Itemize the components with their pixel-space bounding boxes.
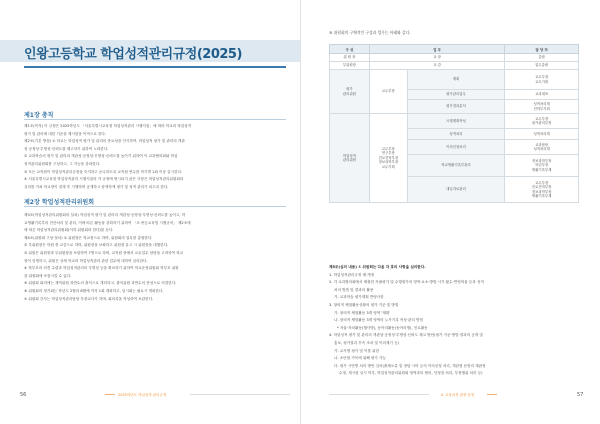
- cell-line: 진로진학부장: [378, 155, 399, 160]
- text-line: 4. 학업성적 평가 및 관리의 객관성·공정성·투명성·신뢰도 제고 방안(평가 기준·방법·결과의 공개 및: [329, 333, 483, 338]
- group-dept-cell: [369, 114, 407, 203]
- text-line: 제1조(목적) 이 규정은 2025학년도 「서울특별시교육청 학업성적관리 시행지침」에 따라 학교의 학업성적: [24, 124, 192, 128]
- table-row: [330, 70, 579, 90]
- table-row: [330, 54, 579, 62]
- footer-title-right: Ⅱ. 교육과정 편성·운영: [441, 393, 475, 397]
- text-line: ② 교과학습의 평가 및 관리의 객관성·공정성·투명성·신뢰도를 높이기 위하여 이 교과협의회와 학업: [24, 154, 178, 159]
- section2-heading: 제2장 학업성적관리위원회: [24, 199, 95, 206]
- group-name-cell: [330, 114, 370, 203]
- cell-line: 관리위원: [342, 158, 356, 162]
- text-line: 성·공정성·투명성·신뢰도를 제고하기 위하여 노력한다.: [24, 146, 109, 151]
- section1-rule: [24, 119, 286, 120]
- text-line: 에 따른 학업성적관리위원회(이하 위원회라 한다)를 둔다.: [24, 228, 114, 233]
- text-line: 성적관리위원회를 구성하고, 그 기능을 강화한다.: [24, 161, 101, 166]
- cell-line: 학업성적: [342, 153, 356, 158]
- cell-line: 진로진학부장: [531, 185, 552, 190]
- person-cell: [505, 177, 579, 203]
- text-line: 제4조(위원회 구성·절차) ① 위원장은 학교장으로 하며, 위원회의 업무를 총괄한다.: [24, 235, 153, 240]
- text-line: 장이 임명하고, 위원은 상세 학교의 학업성적관리 관련 업무에 대하여 심의한다.: [24, 258, 148, 263]
- header-cell: 담 당 자: [505, 45, 579, 54]
- text-line: 홍보, 평가결과 후속 조치 및 이의제기 등): [334, 340, 399, 345]
- cell-line: 성적처리계: [533, 102, 550, 107]
- table-cell: 총괄: [505, 54, 579, 62]
- group-dept-cell: 교무부장: [369, 70, 407, 114]
- footer-rule: [329, 394, 429, 395]
- section1-body: [24, 123, 286, 191]
- task-cell: 평가관리업무: [407, 90, 505, 100]
- person-cell: 교과대표: [505, 90, 579, 100]
- task-cell: 성적처리: [407, 129, 505, 140]
- text-line: 심의를 거쳐 학교장이 결재 후 시행하며 공개하고 탐색하게 평가 및 성적 관리가 되도록 한다.: [24, 184, 169, 189]
- cell-line: 정보과학부장: [531, 158, 552, 163]
- footer-accent-rule: [105, 394, 115, 395]
- footer-title-left: 2025학년도 학업성적 관리규정: [118, 393, 167, 397]
- text-line: 가. 교사별 평가 및 이를 위한: [334, 348, 380, 353]
- title-underline: [24, 66, 286, 68]
- text-line: 1. 학업성적관리규정 제·개정: [329, 272, 375, 277]
- document-title-block: [0, 40, 300, 98]
- person-cell: 성적처리계: [505, 129, 579, 140]
- text-line: ③ 위원은 위원장과 부위원장을 포함하여 7명으로 하며, 교직원 중에서 교무업무 담당을 고려하여 학교: [24, 250, 184, 255]
- group-name-cell: [330, 70, 370, 114]
- text-line: * 자율·자치활동(행사명), 동아리활동(동아리명), 진로활동: [337, 325, 428, 330]
- text-line: 처리 방법 및 결과의 활용: [334, 287, 374, 292]
- task-cell: 대입자료관리: [407, 177, 505, 203]
- text-line: 나. 소단원 가독에 위해 평가 가능: [334, 356, 386, 361]
- header-cell: 업 무: [369, 45, 504, 54]
- task-cell: 이의신청처리: [407, 140, 505, 155]
- text-line: ⑤ 위원회 회의에는 재적위원 과반수의 출석으로 개의하고, 출석위원 과반수의 찬성으로 의결한다.: [24, 281, 177, 286]
- table-cell: 부위원장: [330, 62, 370, 70]
- page-number-right: 57: [577, 392, 584, 398]
- section2-body: [24, 212, 286, 303]
- right-page: [300, 0, 600, 424]
- table-header-row: [330, 45, 579, 54]
- text-line: 제2조(기본 방침) ① 학교는 학업성적 평가 및 관리의 중요성을 인식하여, 학업성적 평가 및 관리의 객관: [24, 139, 185, 144]
- cell-line: 관리위원: [342, 91, 356, 96]
- cell-line: 교무부장: [381, 146, 395, 151]
- text-line: 나. 창의적 체험활동 3개 영역의 누가기록 작성·관리 방법: [334, 318, 423, 323]
- document-title: 인왕고등학교 학업성적관리규정(2025): [24, 47, 242, 62]
- cell-line: 정보과학부장: [531, 189, 552, 194]
- table-intro: ⑧ 위원회의 구체적인 구성과 업무는 아래와 같다.: [329, 30, 411, 35]
- text-line: 2. 각 교과협의회에서 제출한 지필평가 및 수행평가의 영역·요소·방법·시기·횟수·반영비율 등과 성적: [329, 280, 484, 285]
- text-line: ② 부위원장은 학원 중 교감으로 하며, 위원장을 보좌하고 위원장 유고 시 위원장을 대행한다.: [24, 243, 169, 248]
- task-cell: 시행계획작성: [407, 114, 505, 129]
- person-cell: [505, 140, 579, 155]
- text-line: 가. 교과학습 평가계획 반영사항: [334, 295, 384, 300]
- text-line: ③ 모든 교직원이 학업성적관리규정을 숙지하고 준수하도록 교직원 연수를 학기별 1회 이상 실시한다.: [24, 169, 183, 174]
- task-cell: 학교생활기록부관리: [407, 155, 505, 177]
- text-line: ④ 서울특별시교육청 학업성적관리 시행지침의 각 규정에 명시되지 않은 사항은 학업성적관리위원회의: [24, 177, 184, 182]
- person-cell: [505, 114, 579, 129]
- article5-body: [329, 264, 581, 378]
- text-line: 다. 평가 시안별 처리 방안 심의(출제오류 및 정답 시비 등의 이의신청 처리, 객관형 문항의 재판정: [334, 363, 486, 368]
- table-cell: 교 장: [369, 54, 504, 62]
- text-line: ⑦ 위원회 간사는 학업성적관리담당 부장교사가 하며, 회의록을 작성하여 보관한다.: [24, 296, 154, 301]
- text-line: 제5조(심의 내용) ① 위원회는 다음 각 호의 사항을 심의한다.: [329, 265, 426, 269]
- task-cell: 계획: [407, 70, 505, 90]
- person-cell: [505, 155, 579, 177]
- table-row: [330, 114, 579, 129]
- cell-line: 생활기록부계: [531, 193, 552, 198]
- cell-line: 진학부기획: [533, 106, 550, 111]
- person-cell: [505, 100, 579, 114]
- text-line: ④ 학부모의 의견 수렴과 학업성적관리의 투명성 등을 확보하기 위하여 학교운영위원회 학부모 위원: [24, 266, 179, 271]
- cell-line: 평가관리부장: [531, 121, 552, 125]
- text-line: 가. 창의적 체험활동 3개 영역 '계획': [334, 310, 391, 315]
- text-line: 3. 창의적 체험활동상황의 평가 기준 및 방법: [329, 302, 399, 307]
- text-line: 교생활기록부의 전산처리 및 관리, 이에 따른 활동을 강화하기 위하여 「초·중등교육법 시행규칙」 제2조에: [24, 220, 191, 225]
- cell-line: 교과담당: [535, 142, 549, 147]
- person-cell: [505, 70, 579, 90]
- cell-line: 정보과학부장: [378, 160, 399, 165]
- header-cell: 구 성: [330, 45, 370, 54]
- committee-table: [329, 44, 579, 203]
- section2-rule: [24, 206, 286, 207]
- page-number-left: 56: [20, 392, 27, 398]
- footer-rule: [190, 394, 290, 395]
- cell-line: 교무기획: [381, 164, 395, 169]
- text-line: 평가 및 관리에 대한 기준을 제시함을 목적으로 한다.: [24, 131, 107, 136]
- text-line: 제3조(학업성적관리위원회의 설치) 학업성적 평가 및 관리의 객관성·공정성·투명성·신뢰도를 높이고, 학: [24, 213, 186, 217]
- table-cell: 업무총괄: [505, 62, 579, 70]
- table-cell: 위 원 장: [330, 54, 370, 62]
- cell-line: 교무부장: [535, 180, 549, 185]
- text-line: 수정, 재시험 실시 여부, 학업성적관리위원회 영역과의 협의, 인정점 처리, 부정행위 처리 등): [339, 371, 483, 376]
- cell-line: 생활기록부계: [531, 167, 552, 172]
- text-line: ⑥ 위원회의 정기회는 학년도 2월과 8월에 각각 1회 개최하고, 임시회는 필요시 개최한다.: [24, 288, 164, 293]
- text-line: 을 위원회에 포함시킬 수 있다.: [24, 273, 72, 278]
- task-cell: 평가결과분석: [407, 100, 505, 114]
- cell-line: 교무부장: [535, 75, 549, 80]
- table-cell: 교 감: [369, 62, 504, 70]
- table-row: [330, 62, 579, 70]
- cell-line: 연구부장: [381, 151, 395, 156]
- cell-line: 교무부장: [535, 116, 549, 121]
- section1-heading: 제1장 총칙: [24, 112, 54, 119]
- cell-line: 교무기획: [535, 79, 549, 84]
- cell-line: 평가: [346, 87, 353, 92]
- cell-line: 성적처리계: [533, 147, 550, 151]
- cell-line: 학년부장: [535, 163, 549, 168]
- footer-accent-rule: [487, 394, 497, 395]
